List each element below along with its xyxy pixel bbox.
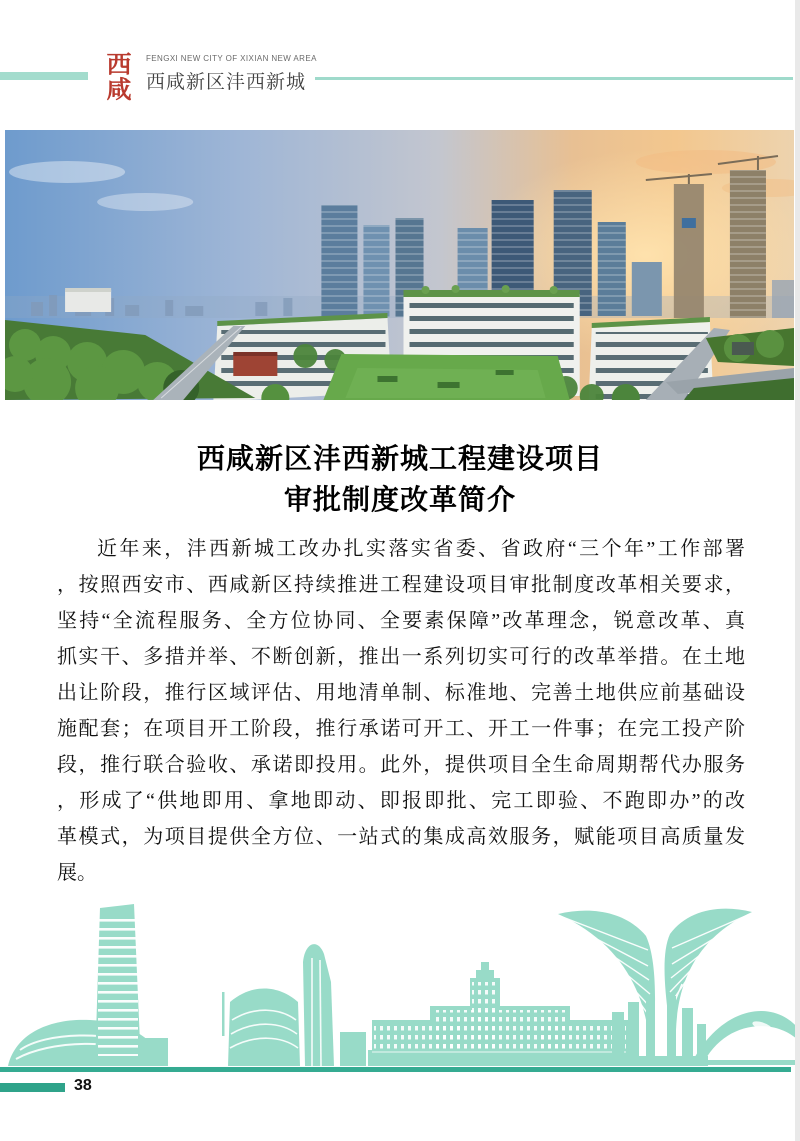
body-text-line: 坚持“全流程服务、全方位协同、全要素保障”改革理念，锐意改革、真	[57, 610, 745, 632]
body-text-line: 出让阶段，推行区域评估、用地清单制、标准地、完善土地供应前基础设	[57, 682, 745, 704]
hero-photo-cityscape	[5, 130, 794, 400]
body-text-line: 近年来，沣西新城工改办扎实落实省委、省政府“三个年”工作部署	[97, 538, 745, 560]
body-text-line: ，形成了“供地即用、拿地即动、即报即批、完工即验、不跑即办”的改	[57, 790, 745, 812]
org-name-english: FENGXI NEW CITY OF XIXIAN NEW AREA	[146, 54, 317, 63]
logo-glyph-bottom: 咸	[106, 77, 132, 104]
body-text-line: 展。	[57, 862, 97, 884]
logo-glyph-top: 西	[106, 52, 132, 79]
article-title	[0, 438, 800, 520]
header-accent-line-right	[315, 77, 793, 80]
page-number: 38	[74, 1077, 92, 1094]
body-text-line: 段，推行联合验收、承诺即投用。此外，提供项目全生命周期帮代办服务	[57, 754, 745, 776]
footer-skyline-illustration	[0, 880, 800, 1073]
fengxi-seal-logo-icon	[99, 53, 139, 103]
footer-accent-bar	[0, 1083, 65, 1092]
article-title-line1: 西咸新区沣西新城工程建设项目	[196, 443, 603, 474]
body-text-line: 抓实干、多措并举、不断创新，推出一系列切实可行的改革举措。在土地	[57, 646, 745, 668]
body-text-line: ，按照西安市、西咸新区持续推进工程建设项目审批制度改革相关要求，	[57, 574, 745, 596]
page-edge-shadow	[795, 0, 800, 1141]
header-accent-bar-left	[0, 72, 88, 80]
body-text-line: 施配套；在项目开工阶段，推行承诺可开工、开工一件事；在完工投产阶	[57, 718, 745, 740]
article-title-line2: 审批制度改革简介	[283, 484, 516, 515]
org-name-chinese: 西咸新区沣西新城	[146, 72, 307, 93]
article-paragraph	[57, 531, 745, 891]
body-text-line: 革模式，为项目提供全方位、一站式的集成高效服务，赋能项目高质量发	[57, 826, 745, 848]
header-org-name	[146, 54, 317, 94]
